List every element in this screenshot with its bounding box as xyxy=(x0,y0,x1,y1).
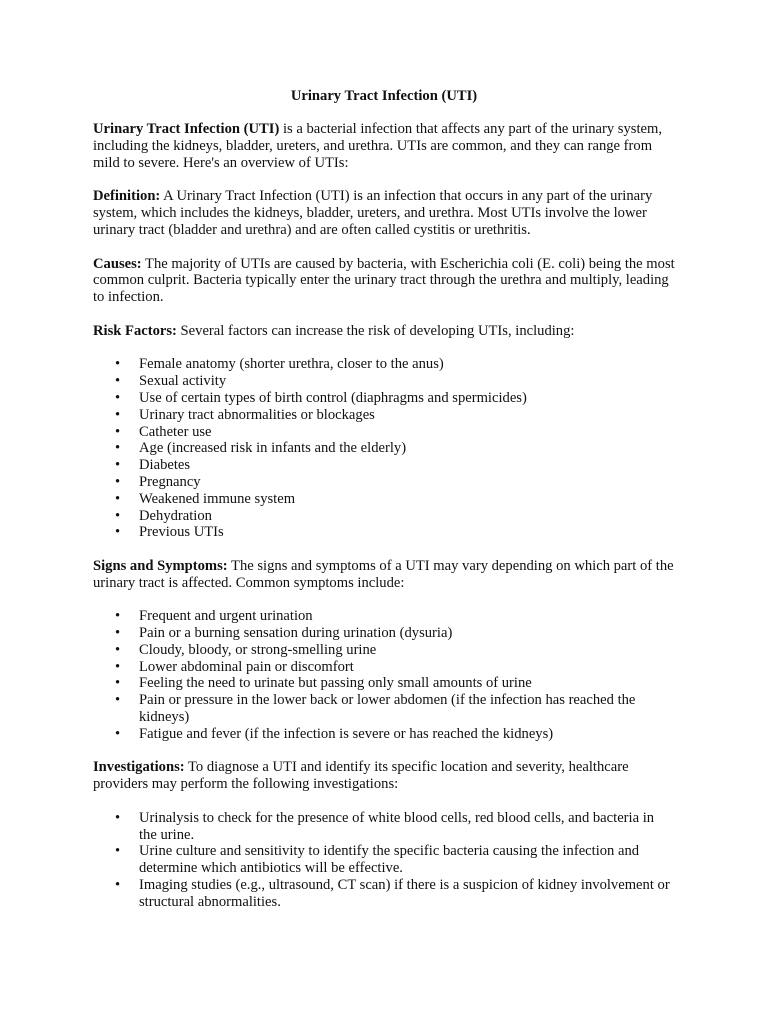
causes-text: The majority of UTIs are caused by bacteria, with Escherichia coli (E. coli) being the most common culprit. Bacteria typically enter the urinary tract through the urethra and multiply, leading to infection. xyxy=(93,255,675,306)
list-item: • Diabetes xyxy=(139,457,675,474)
symptoms-text: The signs and symptoms of a UTI may vary depending on which part of the urinary tract is affected. Common symptoms include: xyxy=(93,557,674,591)
list-item: • Urinalysis to check for the presence of white blood cells, red blood cells, and bacteria in the urine. xyxy=(139,810,675,844)
intro-text: is a bacterial infection that affects any part of the urinary system, including the kidneys, bladder, ureters, and urethra. UTIs are common, and they can range from mild to severe. Here's an overview of UTIs: xyxy=(93,121,662,171)
list-item: • Catheter use xyxy=(139,424,675,441)
risk-factors-paragraph xyxy=(93,323,675,340)
list-item: • Imaging studies (e.g., ultrasound, CT scan) if there is a suspicion of kidney involvement or structural abnormalities. xyxy=(139,877,675,911)
list-item: • Use of certain types of birth control (diaphragms and spermicides) xyxy=(139,390,675,407)
document-page xyxy=(93,88,675,927)
investigations-paragraph xyxy=(93,759,675,793)
document-title: Urinary Tract Infection (UTI) xyxy=(290,88,478,104)
list-item: • Pain or pressure in the lower back or lower abdomen (if the infection has reached the kidneys) xyxy=(139,692,675,726)
list-item: • Fatigue and fever (if the infection is severe or has reached the kidneys) xyxy=(139,726,675,743)
symptoms-lead: Signs and Symptoms: xyxy=(93,557,228,574)
definition-text: A Urinary Tract Infection (UTI) is an infection that occurs in any part of the urinary system, which includes the kidneys, bladder, ureters, and urethra. Most UTIs involve the lower urinary tract (bladder and urethra) and are often called cystitis or urethritis. xyxy=(93,188,653,238)
list-item: • Sexual activity xyxy=(139,373,675,390)
list-item: • Dehydration xyxy=(139,508,675,525)
definition-paragraph xyxy=(93,188,675,238)
causes-paragraph xyxy=(93,256,675,306)
list-item: • Age (increased risk in infants and the elderly) xyxy=(139,440,675,457)
risk-factors-list xyxy=(93,356,675,541)
list-item: • Pregnancy xyxy=(139,474,675,491)
risk-factors-text: Several factors can increase the risk of developing UTIs, including: xyxy=(176,322,575,339)
list-item: • Weakened immune system xyxy=(139,491,675,508)
investigations-lead: Investigations: xyxy=(93,759,185,776)
symptoms-list xyxy=(93,608,675,742)
list-item: • Lower abdominal pain or discomfort xyxy=(139,659,675,676)
risk-factors-lead: Risk Factors: xyxy=(93,322,177,339)
intro-lead: Urinary Tract Infection (UTI) xyxy=(93,121,280,138)
list-item: • Urine culture and sensitivity to identify the specific bacteria causing the infection and determine which antibiotics will be effective. xyxy=(139,843,675,877)
list-item: • Cloudy, bloody, or strong-smelling urine xyxy=(139,642,675,659)
list-item: • Pain or a burning sensation during urination (dysuria) xyxy=(139,625,675,642)
list-item: • Female anatomy (shorter urethra, closer to the anus) xyxy=(139,356,675,373)
intro-paragraph xyxy=(93,121,675,171)
list-item: • Urinary tract abnormalities or blockages xyxy=(139,407,675,424)
investigations-list xyxy=(93,810,675,911)
causes-lead: Causes: xyxy=(93,255,142,272)
symptoms-paragraph xyxy=(93,558,675,592)
list-item: • Feeling the need to urinate but passing only small amounts of urine xyxy=(139,675,675,692)
list-item: • Previous UTIs xyxy=(139,524,675,541)
investigations-text: To diagnose a UTI and identify its specific location and severity, healthcare providers may perform the following investigations: xyxy=(93,759,629,793)
list-item: • Frequent and urgent urination xyxy=(139,608,675,625)
definition-lead: Definition: xyxy=(93,188,161,205)
